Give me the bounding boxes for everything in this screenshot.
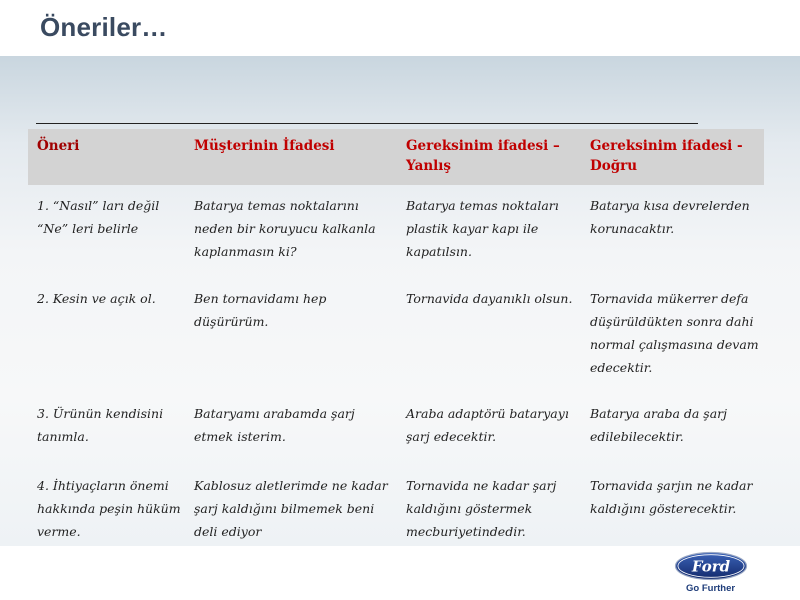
row-4-yanlis: Tornavida ne kadar şarj kaldığını göstermek mecburiyetindedir.	[406, 478, 557, 539]
row-3-yanlis: Araba adaptörü bataryayı şarj edecektir.	[406, 406, 569, 444]
row-2-yanlis: Tornavida dayanıklı olsun.	[406, 291, 573, 306]
ford-logo	[674, 551, 748, 581]
top-divider	[36, 123, 698, 124]
row-3-musteri: Bataryamı arabamda şarj etmek isterim.	[194, 406, 355, 444]
row-1-dogru: Batarya kısa devrelerden korunacaktır.	[590, 198, 750, 236]
row-2-musteri: Ben tornavidamı hep düşürürüm.	[194, 291, 327, 329]
row-4-musteri: Kablosuz aletlerimde ne kadar şarj kaldığını bilmemek beni deli ediyor	[194, 478, 388, 539]
row-2-dogru: Tornavida mükerrer defa düşürüldükten sonra dahi normal çalışmasına devam edecektir.	[590, 291, 759, 375]
ford-oval-icon	[674, 551, 748, 581]
row-1-musteri: Batarya temas noktalarını neden bir koruyucu kalkanla kaplanmasın ki?	[194, 198, 376, 259]
row-1-oneri: 1. “Nasıl” ları değil “Ne” leri belirle	[37, 198, 160, 236]
header-musteri-ifadesi: Müşterinin İfadesi	[194, 138, 335, 154]
brand-tagline: Go Further	[686, 583, 736, 594]
row-4-dogru: Tornavida şarjın ne kadar kaldığını gösterecektir.	[590, 478, 753, 516]
header-oneri: Öneri	[37, 138, 80, 154]
row-3-dogru: Batarya araba da şarj edilebilecektir.	[590, 406, 728, 444]
slide-title: Öneriler…	[40, 12, 168, 42]
header-gereksinim-dogru: Gereksinim ifadesi - Doğru	[590, 138, 743, 174]
logo-wordmark: Ford	[691, 557, 731, 576]
row-4-oneri: 4. İhtiyaçların önemi hakkında peşin hüküm verme.	[37, 478, 181, 539]
row-2-oneri: 2. Kesin ve açık ol.	[37, 291, 156, 306]
header-gereksinim-yanlis: Gereksinim ifadesi – Yanlış	[406, 138, 560, 174]
row-1-yanlis: Batarya temas noktaları plastik kayar kapı ile kapatılsın.	[406, 198, 559, 259]
row-3-oneri: 3. Ürünün kendisini tanımla.	[37, 406, 164, 444]
